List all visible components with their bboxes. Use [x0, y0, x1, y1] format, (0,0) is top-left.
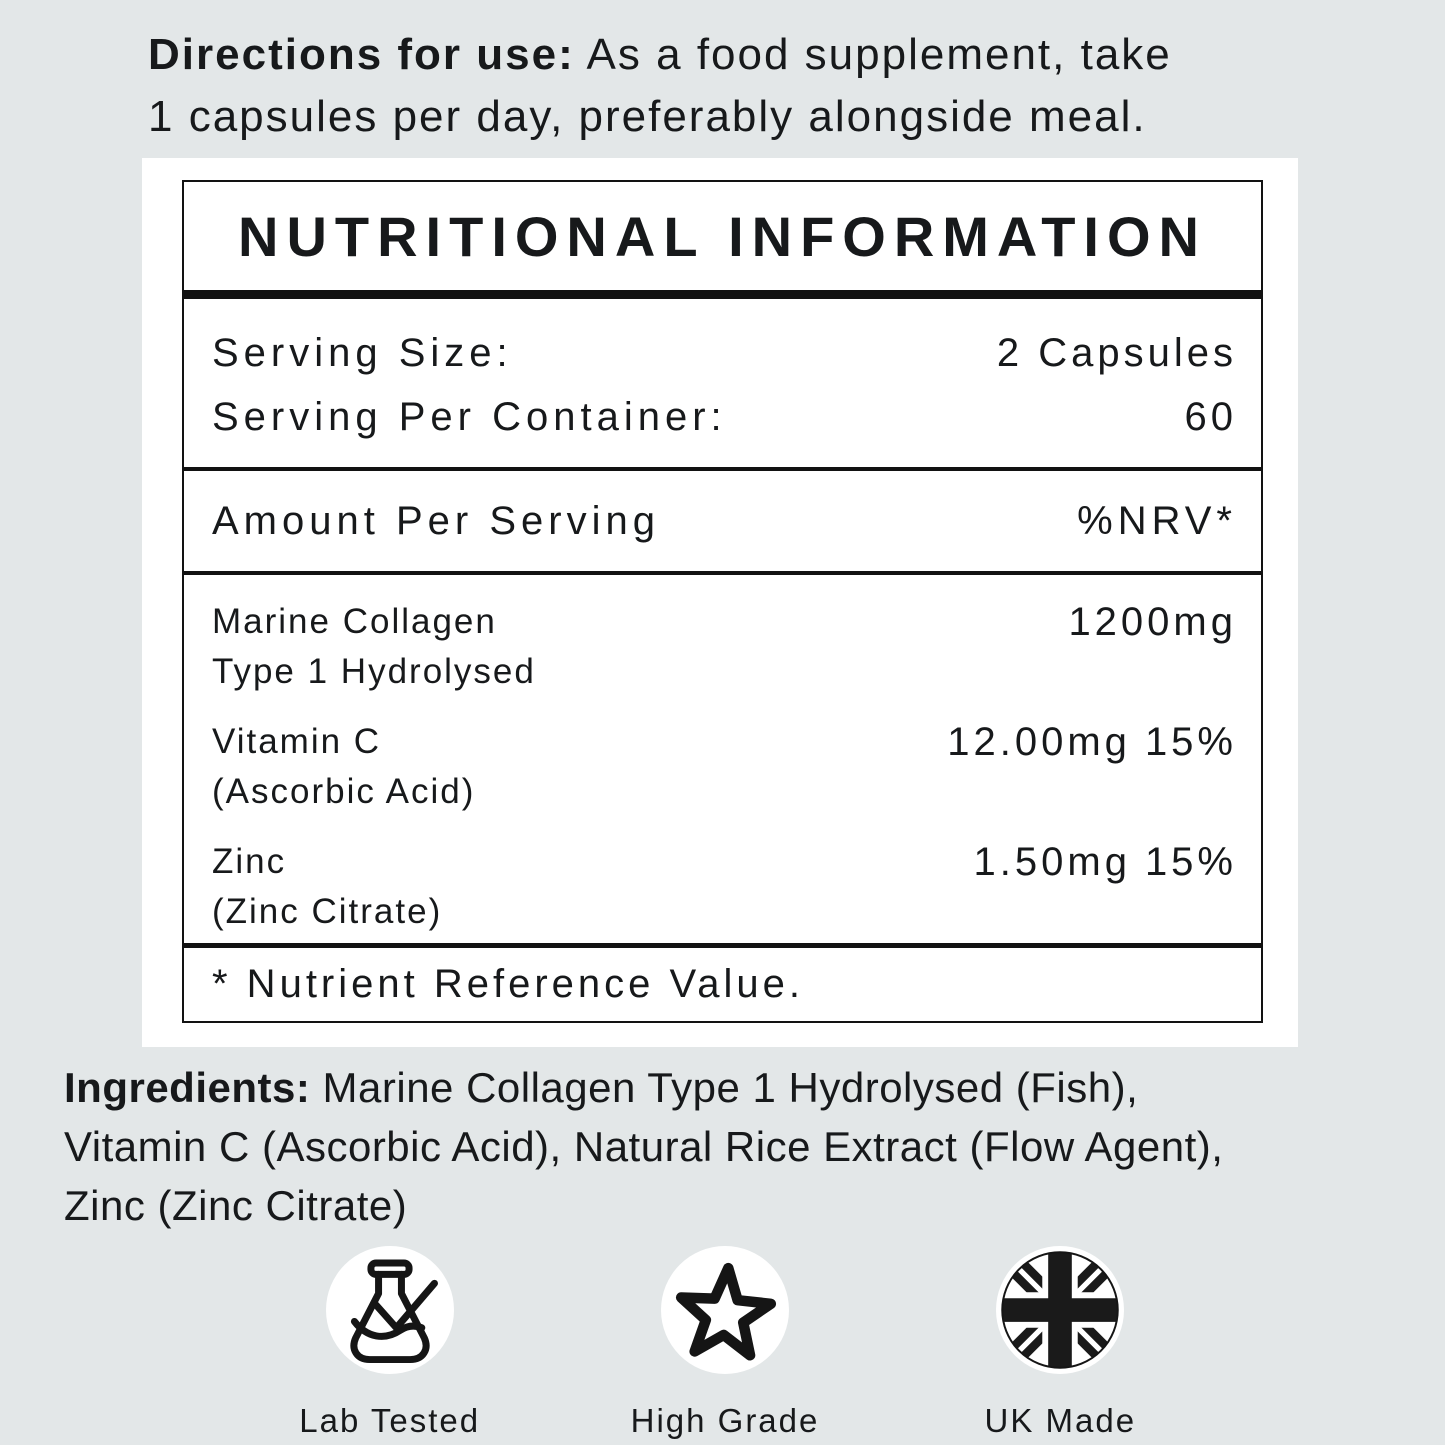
badge-label: UK Made	[984, 1402, 1137, 1439]
badge-label: Lab Tested	[299, 1402, 481, 1439]
badge-high-grade	[557, 1246, 892, 1440]
badge-lab-tested	[222, 1246, 557, 1440]
nutrient-value	[1068, 597, 1237, 647]
ingredients-line1-rest: Marine Collagen Type 1 Hydrolysed (Fish),	[310, 1064, 1139, 1111]
nutrient-name	[212, 837, 442, 937]
uk-flag-icon	[997, 1247, 1123, 1373]
nrv-header: %NRV*	[1077, 498, 1237, 543]
directions-line1-rest: As a food supplement, take	[574, 30, 1172, 79]
nutrient-name	[212, 597, 536, 697]
footnote: * Nutrient Reference Value.	[212, 962, 804, 1006]
nutrient-name-line1: Marine Collagen	[212, 602, 497, 641]
nutrition-table	[182, 180, 1263, 1023]
amount-per-serving-label: Amount Per Serving	[212, 498, 660, 543]
badge-circle	[661, 1246, 789, 1374]
flask-icon	[329, 1249, 451, 1371]
ingredients-text	[64, 1058, 1404, 1235]
serving-size-label: Serving Size:	[212, 330, 513, 375]
badge-circle	[996, 1246, 1124, 1374]
star-icon	[662, 1247, 788, 1373]
nutrient-amount: 12.00mg	[947, 720, 1131, 764]
ingredients-line1	[64, 1058, 1404, 1117]
nutrient-name-line2: (Ascorbic Acid)	[212, 772, 476, 811]
nutrient-nrv: 15%	[1144, 840, 1237, 884]
ingredients-line2: Vitamin C (Ascorbic Acid), Natural Rice Extract (Flow Agent),	[64, 1123, 1224, 1170]
nutrient-value	[947, 717, 1237, 767]
directions-label: Directions for use:	[148, 30, 575, 79]
nutrient-name-line2: (Zinc Citrate)	[212, 892, 443, 931]
badges-row	[222, 1246, 1228, 1440]
nutrient-name-line2: Type 1 Hydrolysed	[212, 652, 536, 691]
nutrient-nrv: 15%	[1144, 720, 1237, 764]
badge-label: High Grade	[630, 1402, 820, 1439]
serving-per-container-value: 60	[1184, 394, 1237, 439]
badge-circle	[326, 1246, 454, 1374]
table-title: NUTRITIONAL INFORMATION	[184, 182, 1261, 299]
nutrient-amount: 1200mg	[1068, 600, 1237, 644]
table-row	[212, 597, 1237, 697]
ingredients-line3: Zinc (Zinc Citrate)	[64, 1182, 408, 1229]
nutrient-value	[974, 837, 1237, 887]
directions-line2: 1 capsules per day, preferably alongside meal.	[148, 92, 1147, 141]
serving-per-container-row	[212, 385, 1237, 449]
ingredients-label: Ingredients:	[64, 1064, 311, 1111]
serving-section	[184, 299, 1261, 471]
nutrient-name-line1: Zinc	[212, 842, 287, 881]
serving-per-container-label: Serving Per Container:	[212, 394, 727, 439]
serving-size-row	[212, 321, 1237, 385]
table-row	[212, 837, 1237, 937]
nutrient-name	[212, 717, 475, 817]
nutrients-section	[184, 575, 1261, 948]
nutrient-amount: 1.50mg	[973, 840, 1131, 884]
directions-text	[148, 24, 1348, 148]
table-row	[212, 717, 1237, 817]
amount-per-serving-header	[184, 471, 1261, 575]
nutrient-name-line1: Vitamin C	[212, 722, 382, 761]
serving-size-value: 2 Capsules	[996, 330, 1237, 375]
badge-uk-made	[893, 1246, 1228, 1440]
nutrition-panel	[142, 158, 1298, 1047]
directions-line1	[148, 24, 1348, 86]
